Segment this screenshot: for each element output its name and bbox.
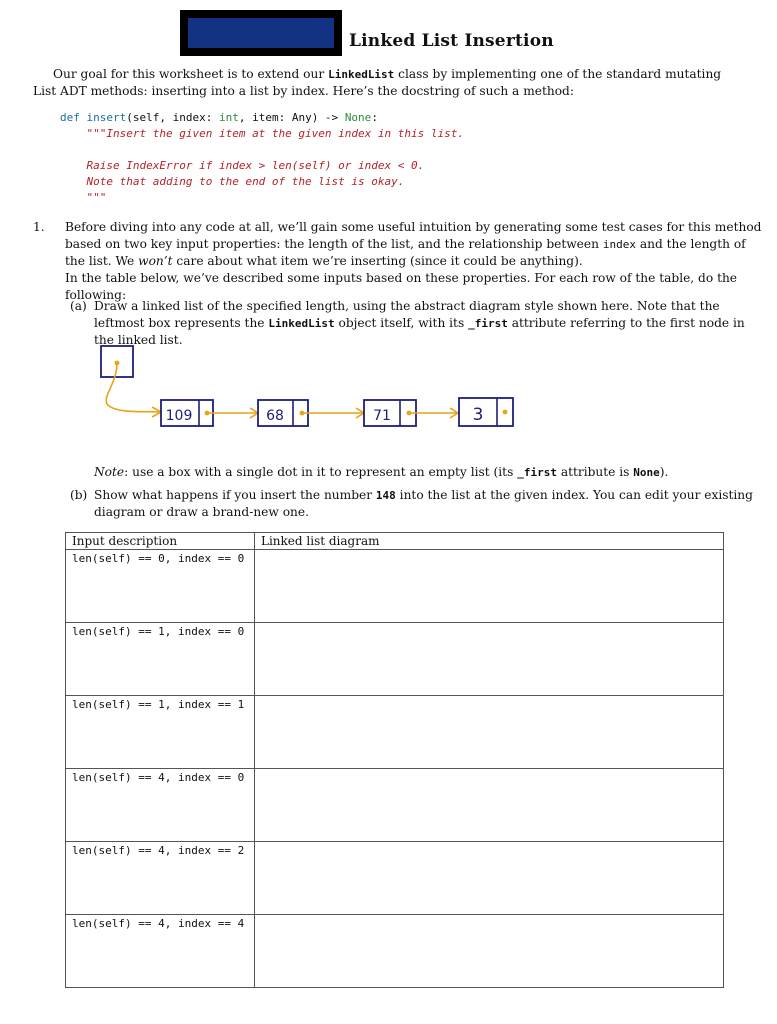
table-row [66, 623, 724, 696]
code-signature-c: : [371, 111, 378, 124]
diagram-answer-cell[interactable] [255, 842, 724, 915]
input-description: len(self) == 0, index == 0 [72, 552, 245, 565]
part-b-text1: Show what happens if you insert the number [94, 488, 376, 502]
table-row [66, 915, 724, 988]
part-b-code: 148 [375, 489, 396, 502]
test-cases-table [65, 532, 724, 988]
question1-index-code: index [602, 238, 636, 251]
input-description-cell [66, 696, 255, 769]
part-a-text3: attribute referring to the first node in the linked list. [94, 316, 745, 347]
part-a-text2: object itself, with its [334, 316, 469, 330]
input-description: len(self) == 4, index == 4 [72, 917, 245, 930]
question1-number: 1. [33, 220, 45, 234]
input-description-cell [66, 842, 255, 915]
intro-paragraph [33, 66, 745, 100]
node-3-value: 71 [373, 408, 391, 424]
input-description: len(self) == 4, index == 0 [72, 771, 245, 784]
diagram-answer-cell[interactable] [255, 696, 724, 769]
code-type-none: None [344, 111, 372, 124]
part-a-label: (a) [70, 299, 87, 313]
input-description: len(self) == 1, index == 0 [72, 625, 245, 638]
part-a-code2: _first [468, 317, 508, 330]
header-logo-box [180, 10, 342, 56]
table-header-row [66, 533, 724, 550]
code-def-keyword: def [60, 111, 80, 124]
note-text2: attribute is [556, 465, 634, 479]
part-a-text1: Draw a linked list of the specified length, using the abstract diagram style shown here. Note that the leftmost box represents the [94, 299, 720, 330]
code-function-name: insert [86, 111, 127, 124]
intro-text-a: Our goal for this worksheet is to extend our [53, 67, 329, 81]
input-description: len(self) == 4, index == 2 [72, 844, 245, 857]
table-row [66, 696, 724, 769]
question1-wont: won’t [138, 254, 173, 268]
node-4-value: 3 [472, 405, 484, 425]
node-1 [161, 400, 213, 426]
note-paragraph [94, 464, 766, 481]
question1-text-a: Before diving into any code at all, we’ll gain some useful intuition by generating some test cases for this method based on two key input properties: the length of the list, and the relationship between [65, 220, 762, 251]
table-row [66, 550, 724, 623]
note-code1: _first [517, 466, 557, 479]
intro-class-name: LinkedList [328, 68, 395, 81]
question1-paragraph [65, 219, 765, 270]
table-header-linked-list-diagram: Linked list diagram [255, 533, 724, 550]
code-signature-a: (self, index: [126, 111, 219, 124]
node-2-value: 68 [266, 408, 284, 424]
node-3 [364, 400, 416, 426]
input-description-cell [66, 623, 255, 696]
input-description-cell [66, 915, 255, 988]
note-text3: ). [659, 465, 669, 479]
code-signature-b: , item: Any) -> [238, 111, 345, 124]
diagram-answer-cell[interactable] [255, 623, 724, 696]
part-b-text [94, 487, 766, 521]
note-code2: None [633, 466, 660, 479]
note-label: Note [94, 465, 125, 479]
table-header-input-description: Input description [66, 533, 255, 550]
node-2 [258, 400, 308, 426]
code-docstring-line4: """ [86, 191, 107, 204]
question1-text-c: care about what item we’re inserting (since it could be anything). [172, 254, 583, 268]
diagram-answer-cell[interactable] [255, 915, 724, 988]
input-description: len(self) == 1, index == 1 [72, 698, 245, 711]
intro-text-b: class by implementing one of the standard mutating List ADT methods: inserting into a list by index. Here’s the docstring of such a method: [33, 67, 722, 98]
code-docstring-line3: Note that adding to the end of the list is okay. [86, 175, 405, 188]
node-4 [459, 398, 513, 426]
diagram-answer-cell[interactable] [255, 550, 724, 623]
header-logo-fill [188, 18, 334, 48]
linked-list-diagram [95, 340, 535, 450]
code-block [60, 110, 464, 206]
question1-paragraph2: In the table below, we’ve described some inputs based on these properties. For each row of the table, do the following: [65, 271, 738, 302]
code-type-int: int [218, 111, 239, 124]
page-title: Linked List Insertion [349, 31, 554, 51]
node-1-value: 109 [165, 408, 193, 424]
note-text1: : use a box with a single dot in it to represent an empty list (its [124, 465, 518, 479]
part-b-label: (b) [70, 488, 88, 502]
input-description-cell [66, 550, 255, 623]
part-b-text2: into the list at the given index. You can edit your existing diagram or draw a brand-new one. [94, 488, 753, 519]
code-docstring-line2: Raise IndexError if index > len(self) or index < 0. [86, 159, 425, 172]
diagram-answer-cell[interactable] [255, 769, 724, 842]
table-row [66, 842, 724, 915]
input-description-cell [66, 769, 255, 842]
part-a-code1: LinkedList [268, 317, 335, 330]
code-docstring-line1: """Insert the given item at the given index in this list. [86, 127, 464, 140]
question1-text-b: and the length of the list. We [65, 237, 746, 268]
table-row [66, 769, 724, 842]
